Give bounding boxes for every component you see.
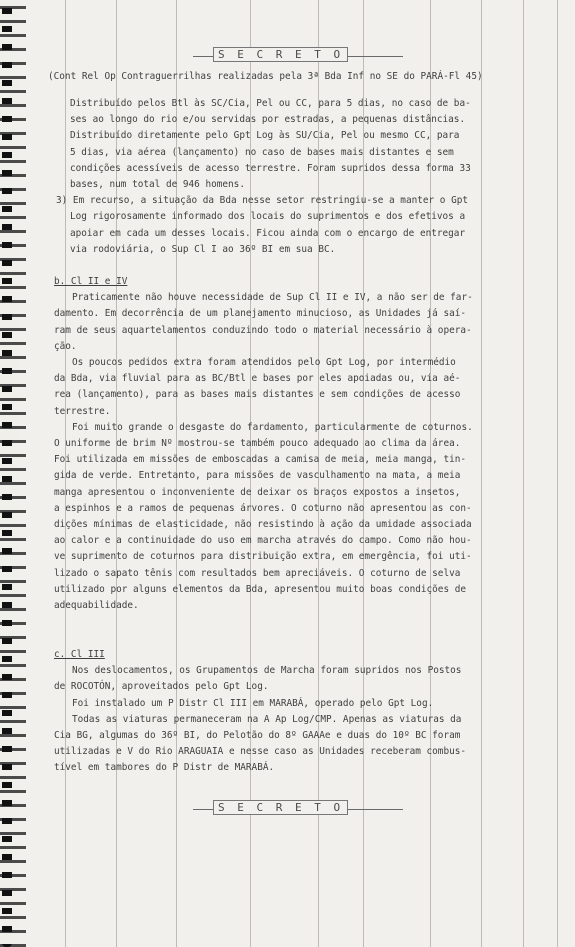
text-line: Nos deslocamentos, os Grupamentos de Marcha foram supridos nos Postos: [72, 665, 462, 677]
text-line: da Bda, via fluvial para as BC/Btl e bases por eles apoiadas ou, via aé-: [54, 373, 461, 385]
text-line: manga apresentou o inconveniente de deixar os braços expostos a insetos,: [54, 486, 461, 498]
text-line: Log rigorosamente informado dos locais do suprimentos e dos efetivos a: [70, 211, 466, 223]
text-line: utilizadas e V do Rio ARAGUAIA e nesse caso as Unidades receberam combus-: [54, 746, 467, 758]
text-line: Foi utilizada em missões de emboscadas a camisa de meia, meia manga, tin-: [54, 454, 467, 466]
text-line: condições acessíveis de acesso terrestre. Foram supridos dessa forma 33: [70, 162, 471, 174]
text-line: gida de verde. Entretanto, para missões de vasculhamento na mata, a meia: [54, 470, 461, 482]
text-line: Praticamente não houve necessidade de Sup Cl II e IV, a não ser de far-: [72, 292, 473, 304]
section-b: [54, 274, 574, 614]
text-line: dições mínimas de elasticidade, não resistindo à ação da umidade associada: [54, 519, 472, 531]
text-line: de ROCOTÓN, aproveitados pelo Gpt Log.: [54, 681, 269, 693]
text-line: via rodoviária, o Sup Cl I ao 36º BI em sua BC.: [70, 243, 336, 255]
text-line: Distribuído pelos Btl às SC/Cia, Pel ou CC, para 5 dias, no caso de ba-: [70, 98, 471, 109]
text-line: ses ao longo do rio e/ou servidas por estradas, a pequenas distâncias.: [70, 114, 466, 126]
text-line: tível em tambores do P Distr de MARABÁ.: [54, 762, 275, 774]
text-line: ao calor e a continuidade do uso em marcha através do campo. Como não hou-: [54, 535, 472, 547]
text-line: rea (lançamento), para as bases mais distantes e sem condições de acesso: [54, 389, 461, 401]
binding-holes: [2, 0, 12, 947]
text-line: ção.: [54, 340, 77, 352]
secret-stamp-bottom: S E C R E T O: [213, 800, 348, 815]
text-line: bases, num total de 946 homens.: [70, 179, 245, 191]
document-header: (Cont Rel Op Contraguerrilhas realizadas pela 3ª Bda Inf no SE do PARÁ-Fl 45): [48, 71, 483, 82]
text-line: a espinhos e a ramos de pequenas árvores. O coturno não apresentou as con-: [54, 502, 472, 514]
text-line: Todas as viaturas permaneceram na A Ap Log/CMP. Apenas as viaturas da: [72, 713, 462, 725]
text-line: O uniforme de brim Nº mostrou-se também pouco adequado ao clima da área.: [54, 438, 461, 450]
text-line: 5 dias, via aérea (lançamento) no caso de bases mais distantes e sem: [70, 146, 454, 158]
section-heading: c. Cl III: [54, 649, 105, 660]
section-intro: [56, 96, 575, 258]
section-c: [54, 647, 574, 777]
section-heading: b. Cl II e IV: [54, 276, 128, 287]
text-line: ve suprimento de coturnos para distribuição extra, em emergência, foi uti-: [54, 551, 472, 563]
text-line: 3) Em recurso, a situação da Bda nesse setor restringiu-se a manter o Gpt: [56, 195, 469, 207]
text-line: Foi muito grande o desgaste do fardamento, particularmente de coturnos.: [72, 421, 473, 433]
document-page: [18, 0, 575, 947]
text-line: apoiar em cada um desses locais. Ficou ainda com o encargo de entregar: [70, 227, 466, 239]
text-line: Os poucos pedidos extra foram atendidos pelo Gpt Log, por intermédio: [72, 357, 456, 369]
text-line: Distribuído diretamente pelo Gpt Log às SU/Cia, Pel ou mesmo CC, para: [70, 130, 460, 142]
text-line: ram de seus aquartelamentos conduzindo todo o material necessário à opera-: [54, 324, 472, 336]
text-line: terrestre.: [54, 405, 111, 417]
text-line: Cia BG, algumas do 36º BI, do Pelotão do 8º GAAAe e duas do 10º BC foram: [54, 730, 461, 742]
secret-stamp-top: S E C R E T O: [213, 47, 348, 62]
text-line: lizado o sapato tênis com resultados bem apreciáveis. O coturno de selva: [54, 567, 461, 579]
text-line: utilizado por alguns elementos da Bda, apresentou muito boas condições de: [54, 583, 467, 595]
text-line: adequabilidade.: [54, 600, 139, 612]
text-line: Foi instalado um P Distr Cl III em MARABÁ, operado pelo Gpt Log.: [72, 697, 434, 709]
text-line: damento. Em decorrência de um planejamento minucioso, as Unidades já saí-: [54, 308, 467, 320]
